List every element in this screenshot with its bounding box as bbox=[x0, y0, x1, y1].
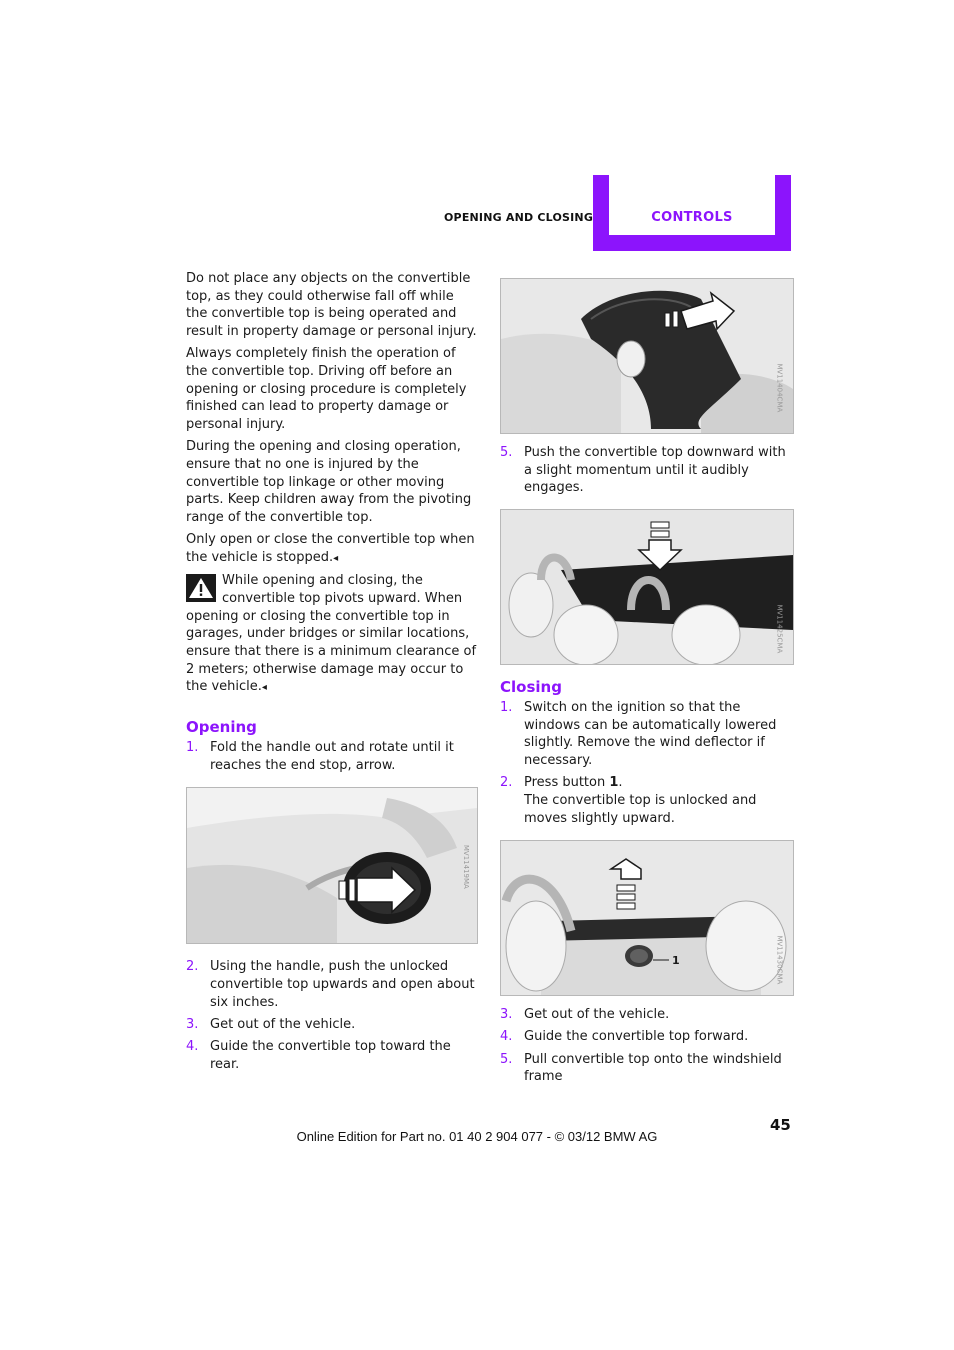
step-text: . bbox=[618, 775, 623, 791]
button-illustration bbox=[501, 841, 793, 995]
step-text: Pull convertible top onto the windshield frame bbox=[524, 1051, 782, 1085]
paragraph-text: Do not place any objects on the convertible top, as they could otherwise fall off while the convertible top is being operated and result in property damage or personal injury. bbox=[186, 271, 477, 340]
section-title: OPENING AND CLOSING bbox=[444, 211, 594, 224]
step-number: 2. bbox=[500, 775, 513, 791]
step-detail: The convertible top is unlocked and moves slightly upward. bbox=[524, 792, 757, 826]
step-number: 1. bbox=[186, 739, 199, 755]
left-column bbox=[186, 270, 478, 1078]
paragraph-text: During the opening and closing operation, ensure that no one is injured by the convertible top linkage or other moving parts. Keep children away from the pivoting range of the convertible top. bbox=[186, 439, 472, 526]
handle-illustration bbox=[187, 788, 477, 943]
warning-block bbox=[186, 572, 478, 697]
list-item bbox=[500, 774, 792, 827]
top-down-illustration bbox=[501, 510, 793, 664]
end-mark: ◂ bbox=[333, 553, 339, 565]
chapter-tab bbox=[593, 175, 791, 251]
step-number: 3. bbox=[186, 1016, 199, 1032]
list-item bbox=[500, 444, 792, 497]
list-item bbox=[500, 1006, 792, 1024]
end-mark: ◂ bbox=[261, 682, 267, 694]
list-item bbox=[186, 1016, 478, 1034]
footer-edition: Online Edition for Part no. 01 40 2 904 077 - © 03/12 BMW AG bbox=[296, 1129, 658, 1144]
paragraph-text: Always completely finish the operation of the convertible top. Driving off before an opening or closing procedure is completely finished can lead to property damage or personal injury. bbox=[186, 346, 467, 433]
figure-code: MV11430CMA bbox=[775, 935, 784, 985]
warning-triangle-icon bbox=[186, 574, 216, 602]
list-item bbox=[186, 958, 478, 1011]
top-rear-illustration bbox=[501, 279, 793, 433]
step-number: 4. bbox=[186, 1039, 199, 1055]
callout-label: 1 bbox=[672, 954, 680, 968]
opening-heading: Opening bbox=[186, 718, 257, 737]
figure-code: MV11425CMA bbox=[775, 604, 784, 654]
figure-button bbox=[500, 840, 794, 996]
warning-text: While opening and closing, the convertible top pivots upward. When opening or closing the convertible top in garages, under bridges or similar locations, ensure that there is a minimum clearance of 2 meters; otherwise damage may occur to the vehicle. bbox=[186, 573, 477, 695]
paragraph bbox=[186, 531, 478, 567]
step-text: Guide the convertible top forward. bbox=[524, 1029, 749, 1045]
list-item bbox=[500, 1028, 792, 1046]
chapter-tab-inner bbox=[609, 175, 775, 235]
list-item bbox=[500, 1051, 792, 1086]
paragraph bbox=[186, 345, 478, 434]
step-text: Switch on the ignition so that the windows can be automatically lowered slightly. Remove the wind deflector if necessary. bbox=[524, 699, 777, 768]
paragraph-text: Only open or close the convertible top when the vehicle is stopped. bbox=[186, 532, 475, 566]
right-column bbox=[500, 270, 792, 1091]
step-text: Guide the convertible top toward the rear. bbox=[210, 1039, 451, 1072]
figure-top-rear bbox=[500, 278, 794, 434]
paragraph bbox=[186, 438, 478, 527]
figure-top-down bbox=[500, 509, 794, 665]
step-number: 2. bbox=[186, 959, 199, 975]
list-item bbox=[186, 739, 478, 774]
list-item bbox=[500, 699, 792, 770]
figure-code: MV11404CMA bbox=[775, 363, 784, 413]
chapter-label: CONTROLS bbox=[651, 210, 733, 225]
step-number: 1. bbox=[500, 699, 513, 715]
closing-heading: Closing bbox=[500, 678, 562, 697]
step-number: 5. bbox=[500, 445, 513, 460]
step-number: 3. bbox=[500, 1007, 513, 1023]
paragraph bbox=[186, 270, 478, 341]
figure-handle bbox=[186, 787, 478, 944]
step-text: Push the convertible top downward with a slight momentum until it audibly engages. bbox=[524, 445, 786, 496]
button-reference: 1 bbox=[609, 775, 619, 791]
step-text: Get out of the vehicle. bbox=[524, 1007, 670, 1023]
step-number: 4. bbox=[500, 1029, 513, 1045]
page-number: 45 bbox=[770, 1116, 791, 1134]
step-text: Fold the handle out and rotate until it reaches the end stop, arrow. bbox=[210, 739, 454, 773]
figure-code: MV11419MA bbox=[461, 845, 470, 890]
list-item bbox=[186, 1038, 478, 1073]
step-text: Press button bbox=[524, 775, 610, 791]
step-text: Using the handle, push the unlocked convertible top upwards and open about six inches. bbox=[210, 959, 475, 1010]
step-number: 5. bbox=[500, 1051, 513, 1067]
step-text: Get out of the vehicle. bbox=[210, 1016, 356, 1032]
